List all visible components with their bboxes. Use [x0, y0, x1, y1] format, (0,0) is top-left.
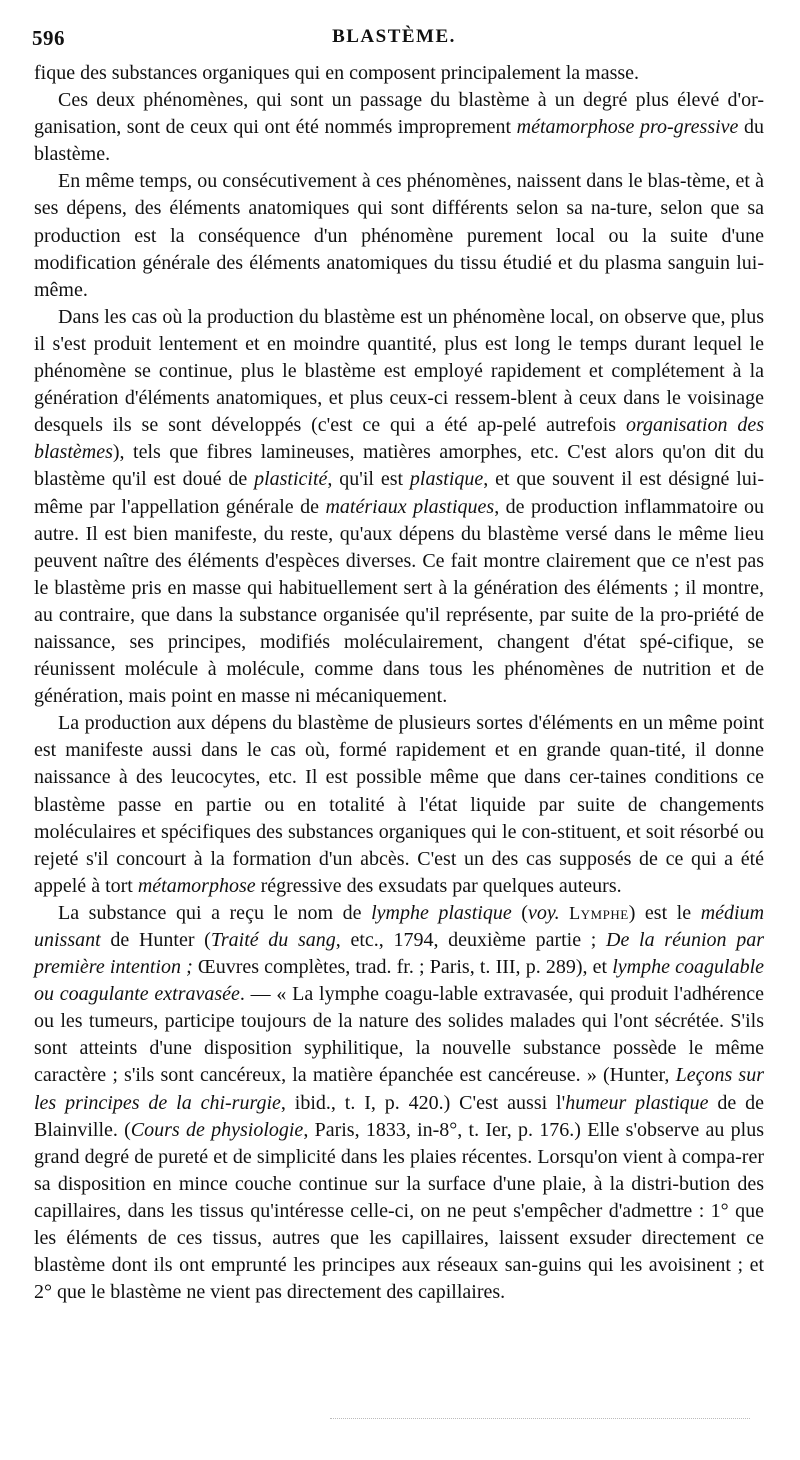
page-number: 596	[32, 26, 65, 50]
italic-text: De la réunion par première intention ;	[34, 929, 764, 979]
italic-text: métamorphose pro-gressive	[516, 116, 739, 139]
text-run: de Hunter (	[100, 929, 211, 951]
running-head: BLASTÈME.	[332, 26, 456, 47]
body-text	[34, 60, 764, 1306]
paragraph	[34, 304, 764, 710]
text-run: du blastème.	[34, 116, 764, 166]
italic-text: Traité du sang	[210, 929, 336, 951]
text-run: Œuvres complètes, trad. fr. ; Paris, t. III, p. 289), et	[192, 956, 613, 979]
text-run: (	[511, 901, 528, 924]
text-run: Ces deux phénomènes, qui sont un passage du blastème à un degré plus élevé d'or-ganisation, sont de ceux qui ont été nommés improprement	[34, 89, 764, 139]
italic-text: voy.	[527, 901, 560, 924]
italic-text: lymphe plastique	[371, 901, 512, 924]
italic-text: Leçons sur les principes de la chi-rurgie	[34, 1064, 764, 1114]
italic-text: plasticité	[254, 468, 328, 491]
text-run: , qu'il est	[327, 468, 410, 491]
text-run: ) est le	[628, 901, 701, 924]
paragraph	[34, 168, 764, 303]
paragraph	[34, 710, 764, 900]
text-run: , etc., 1794, deuxième partie ;	[335, 929, 607, 951]
text-run: de de Blainville. (	[34, 1091, 765, 1141]
italic-text: matériaux plastiques	[325, 495, 495, 518]
text-run: La production aux dépens du blastème de plusieurs sortes d'éléments en un même point est manifeste aussi dans le cas où, formé rapidement et en grande quan-tité, il donne naissance à des leucocytes, etc. Il est possible même que dans cer-taines conditions ce blastème passe en partie ou en totalité à l'état liquide par suite de changements moléculaires et spécifiques des substances organiques qui le con-stituent, et soit résorbé ou rejeté s'il concourt à la formation d'un abcès. C'est un des cas supposés de ce qui a été appelé à tort	[34, 712, 764, 897]
italic-text: lymphe coagulable ou coagulante extravasée	[34, 956, 765, 1006]
italic-text: organisation des blastèmes	[34, 414, 765, 464]
text-run: . — « La lymphe coagu-lable extravasée, qui produit l'adhérence ou les tumeurs, participe toujours de la nature des solides malades qui l'ont sécrétée. S'ils sont atteints d'une disposition syphilitique, la nouvelle substance possède le même caractère ; s'ils sont cancéreux, la matière épanchée est cancéreuse. » (Hunter,	[34, 983, 764, 1087]
paragraph	[34, 900, 764, 1306]
text-run: En même temps, ou consécutivement à ces phénomènes, naissent dans le blas-tème, et à ses dépens, des éléments anatomiques qui sont différents selon sa na-ture, selon que sa production est la conséquence d'un phénomène purement local ou la suite d'une modification générale des éléments anatomiques du tissu étudié et du plasma sanguin lui-même.	[34, 170, 764, 301]
text-run	[560, 902, 570, 924]
italic-text: Cours de physiologie	[130, 1118, 304, 1141]
text-run: , ibid., t. I, p. 420.) C'est aussi l'	[280, 1091, 566, 1114]
text-run: , de production inflammatoire ou autre. Il est bien manifeste, du reste, qu'aux dépens du blastème versé dans le même lieu peuvent naître des éléments d'espèces diverses. Ce fait montre clairement que ce n'est pas le blastème pris en masse qui habituellement sert à la génération des éléments ; il montre, au contraire, que dans la substance organisée qu'il représente, par suite de la pro-priété de naissance, ses principes, modifiés moléculairement, changent d'état spé-cifique, se réunissent molécule à molécule, comme dans tous les phénomènes de nutrition et de génération, mais point en masse ni mécaniquement.	[34, 495, 764, 708]
text-run: , et que souvent il est désigné lui-même par l'appellation générale de	[34, 468, 764, 518]
text-run: fique des substances organiques qui en composent principalement la masse.	[34, 62, 640, 84]
footer-rule	[330, 1418, 750, 1419]
text-run: régressive des exsudats par quelques auteurs.	[255, 874, 622, 897]
text-run: ), tels que fibres lamineuses, matières amorphes, etc. C'est alors qu'on dit du blastème qu'il est doué de	[34, 441, 764, 491]
small-caps-text: Lymphe	[569, 902, 629, 923]
text-run: La substance qui a reçu le nom de	[58, 901, 372, 924]
paragraph	[34, 60, 764, 87]
italic-text: métamorphose	[137, 874, 256, 897]
italic-text: médium unissant	[34, 901, 765, 951]
text-run: Dans les cas où la production du blastème est un phénomène local, on observe que, plus il s'est produit lentement et en moindre quantité, plus est long le temps durant lequel le phénomène se continue, plus le blastème est employé rapidement et complétement à la génération d'éléments anatomiques, et plus ceux-ci ressem-blent à ceux dans le voisinage desquels ils se sont développés (c'est ce qui a été ap-pelé autrefois	[34, 305, 764, 437]
italic-text: humeur plastique	[565, 1091, 709, 1114]
text-run: , Paris, 1833, in-8°, t. Ier, p. 176.) Elle s'observe au plus grand degré de pureté et de simplicité dans les plaies récentes. Lorsqu'on vient à compa-rer sa disposition en mince couche continue sur la surface d'une plaie, à la distri-bution des capillaires, dans les tissus qu'intéresse celle-ci, on ne peut s'empêcher d'admettre : 1° que les éléments de ces tissus, autres que les capillaires, laissent exsuder directement ce blastème dont ils ont emprunté les principes aux réseaux san-guins qui les avoisinent ; et 2° que le blastème ne vient pas directement des capillaires.	[34, 1118, 764, 1304]
paragraph	[34, 87, 764, 168]
page-header	[32, 26, 756, 56]
italic-text: plastique	[409, 468, 484, 491]
